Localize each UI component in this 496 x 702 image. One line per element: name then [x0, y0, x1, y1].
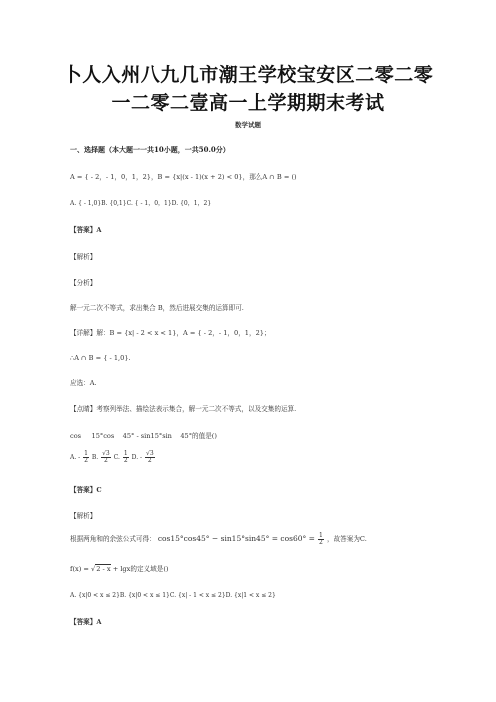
q1-analysis-label: 【解析】: [70, 253, 97, 261]
q1-answer: 【答案】A: [70, 226, 102, 234]
q2-option-b-num: √3: [102, 450, 110, 457]
q2-stem: [70, 432, 217, 440]
q3-stem-post: + lgx的定义域是(): [112, 565, 169, 573]
q2-formula-den: 2: [319, 538, 323, 546]
q2-options: [70, 451, 156, 465]
q2-option-d-den: 2: [147, 457, 152, 464]
q2-analysis-label: 【解析】: [70, 512, 97, 520]
q2-option-d-num: √3: [146, 450, 154, 457]
q3-options: A. {x|0 < x ≤ 2}B. {x|0 < x ≤ 1}C. {x| - 1 < x ≤ 2}D. {x|1 < x ≤ 2}: [70, 592, 276, 599]
q1-therefore: ∴A ∩ B = { - 1,0}.: [70, 354, 131, 362]
q2-stem-part-a: cos: [70, 432, 82, 440]
q2-option-c-fraction: [123, 451, 129, 464]
q2-option-d-fraction: [145, 451, 155, 464]
q2-option-a-label: A. -: [70, 454, 81, 461]
q2-formula-line: [70, 532, 367, 546]
q2-option-a-num: 1: [84, 450, 88, 457]
q3-stem-sqrt: 2 - x: [96, 565, 111, 573]
q2-answer: 【答案】C: [70, 486, 102, 494]
q2-option-a-den: 2: [84, 457, 88, 464]
q2-option-b-fraction: [101, 451, 111, 464]
q1-fenxi-label: 【分析】: [70, 279, 97, 287]
q2-stem-part-b: 15°cos: [91, 432, 115, 440]
q2-option-c-label: C.: [113, 454, 120, 461]
q2-option-a-fraction: [83, 451, 89, 464]
q2-formula-fraction: [318, 533, 324, 546]
q3-answer: 【答案】A: [70, 618, 102, 626]
q2-option-b-label: B.: [91, 454, 99, 461]
q2-option-c-den: 2: [123, 457, 128, 464]
q1-comment: 【点睛】考察列举法、描绘法表示集合，解一元二次不等式，以及交集的运算.: [70, 405, 297, 413]
q2-option-d-label: D. -: [131, 454, 143, 461]
document-subtitle: 数学试题: [235, 121, 261, 129]
q3-stem-pre: f(x) =: [70, 565, 89, 573]
q1-choose: 应选：A.: [70, 379, 97, 387]
q3-stem: f(x) = √2 - x + lgx的定义域是(): [70, 565, 169, 573]
q1-stem: A = { - 2，- 1，0，1，2}，B = {x|(x - 1)(x + 2) < 0}，那么A ∩ B = (): [70, 173, 297, 181]
q2-formula-num: 1: [319, 531, 323, 539]
document-title-line-1: 卜人入州八九几市潮王学校宝安区二零二零: [62, 64, 434, 86]
q2-option-b-den: 2: [104, 457, 108, 464]
q1-options: A. { - 1,0}B. {0,1}C. { - 1，0，1}D. {0，1，2}: [70, 200, 212, 207]
q2-formula: cos15°cos45° − sin15°sin45° = cos60° =: [157, 534, 315, 543]
q2-stem-part-c: 45° - sin15°sin: [122, 432, 172, 440]
q2-formula-post: ，故答案为C.: [326, 535, 367, 543]
section-heading: 一、选择题（本大题一一共10小题，一共50.0分）: [70, 145, 230, 154]
q1-detail: 【详解】解：B = {x| - 2 < x < 1}，A = { - 2，- 1，0，1，2}；: [70, 329, 271, 337]
q2-stem-part-d: 45°的值是(): [180, 432, 217, 440]
q2-formula-pre: 根据两角和的余弦公式可得：: [70, 535, 156, 543]
document-title-line-2: 一二零二壹高一上学期期末考试: [111, 92, 385, 114]
q1-fenxi-text: 解一元二次不等式，求出集合 B，然后进展交集的运算即可.: [70, 304, 244, 312]
q2-option-c-num: 1: [123, 450, 128, 457]
